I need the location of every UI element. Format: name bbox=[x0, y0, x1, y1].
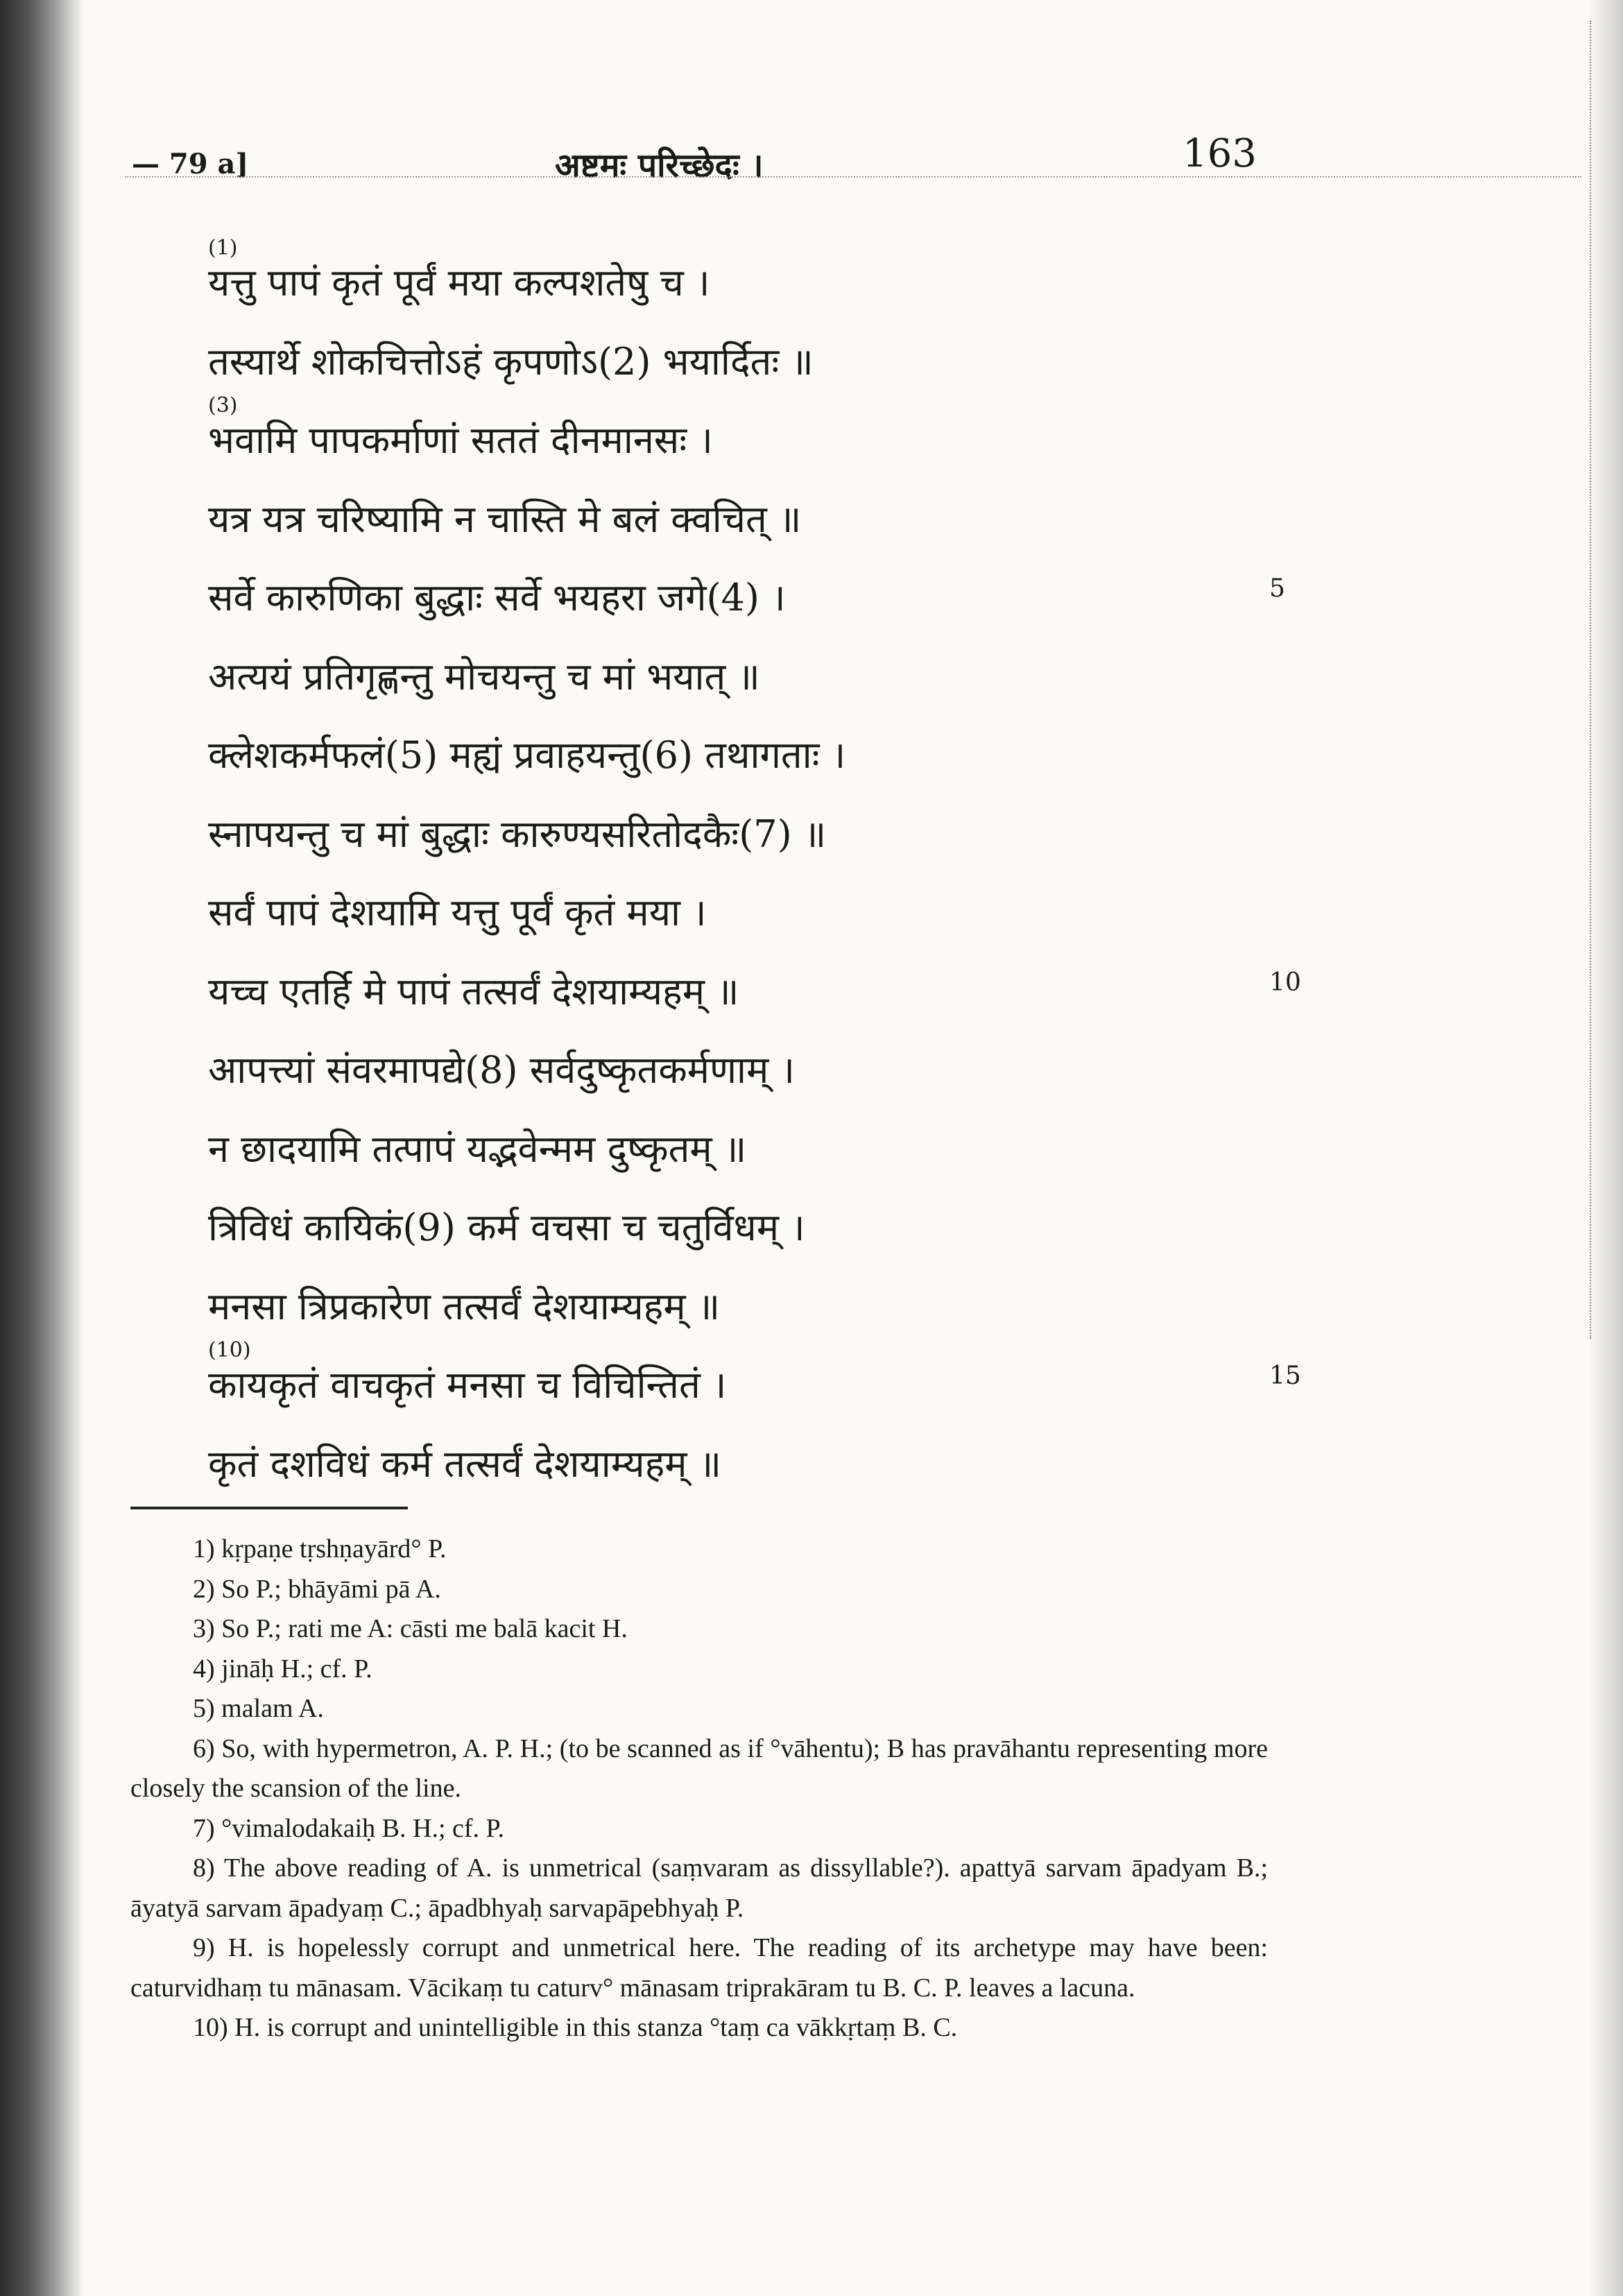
verse-text: स्नापयन्तु च मां बुद्धाः कारुण्यसरितोदकैः(7) ॥ bbox=[208, 812, 827, 856]
footnote-rule bbox=[130, 1507, 408, 1509]
footnote: 6) So, with hypermetron, A. P. H.; (to be scanned as if °vāhentu); B has pravāhantu representing more closely the scansion of the line. bbox=[130, 1733, 1268, 1803]
footnote: 10) H. is corrupt and unintelligible in this stanza °taṃ ca vākkṛtaṃ B. C. bbox=[193, 2013, 958, 2042]
verse-text: अत्ययं प्रतिगृह्णन्तु मोचयन्तु च मां भयात् ॥ bbox=[208, 654, 760, 699]
verse-text: कृतं दशविधं कर्म तत्सर्वं देशयाम्यहम् ॥ bbox=[208, 1441, 722, 1486]
verse-text: यच्च एतर्हि मे पापं तत्सर्वं देशयाम्यहम् ॥ bbox=[208, 969, 739, 1013]
verse-line bbox=[208, 1181, 1318, 1260]
verse-line bbox=[208, 1260, 1318, 1339]
line-number: 5 bbox=[1269, 574, 1285, 603]
verse-block bbox=[208, 236, 1318, 1496]
line-number: 15 bbox=[1269, 1362, 1301, 1390]
footnote: 8) The above reading of A. is unmetrical (saṃvaram as dissyllable?). apattyā sarvam āpadyam B.; āyatyā sarvam āpadyaṃ C.; āpadbhyaḥ sarvapāpebhyaḥ P. bbox=[130, 1853, 1268, 1923]
verse-line bbox=[208, 236, 1318, 315]
header-rule bbox=[125, 176, 1581, 178]
footnote: 1) kṛpaṇe tṛshṇayārd° P. bbox=[193, 1534, 447, 1563]
verse-text: आपत्त्यां संवरमापद्ये(8) सर्वदुष्कृतकर्मणाम् । bbox=[208, 1048, 795, 1092]
footnote: 4) jināḥ H.; cf. P. bbox=[193, 1654, 372, 1684]
scan-shadow-right bbox=[1588, 0, 1623, 2296]
verse-text: मनसा त्रिप्रकारेण तत्सर्वं देशयाम्यहम् ॥ bbox=[208, 1284, 721, 1328]
line-number: 10 bbox=[1269, 968, 1301, 997]
verse-line bbox=[208, 1023, 1318, 1102]
verse-text: क्लेशकर्मफलं(5) मह्यं प्रवाहयन्तु(6) तथागताः । bbox=[208, 733, 846, 777]
verse-text: यत्तु पापं कृतं पूर्वं मया कल्पशतेषु च । bbox=[208, 261, 710, 305]
footnote: 9) H. is hopelessly corrupt and unmetrical here. The reading of its archetype may have been: caturvidhaṃ tu mānasam. Vācikaṃ tu caturv° mānasam triprakāram tu B. C. P. leaves a lacuna. bbox=[130, 1933, 1268, 2003]
footnote: 2) So P.; bhāyāmi pā A. bbox=[193, 1574, 441, 1604]
verse-line bbox=[208, 551, 1318, 630]
verse-line bbox=[208, 393, 1318, 472]
verse-line bbox=[208, 866, 1318, 945]
verse-text: न छादयामि तत्पापं यद्भवेन्मम दुष्कृतम् ॥ bbox=[208, 1126, 747, 1171]
verse-text: भवामि पापकर्माणां सततं दीनमानसः । bbox=[208, 418, 713, 462]
verse-line bbox=[208, 1417, 1318, 1496]
footnotes bbox=[130, 1530, 1268, 2048]
page-edge-rule bbox=[1590, 21, 1592, 1339]
footnote-marker: (10) bbox=[208, 1338, 251, 1362]
verse-line bbox=[208, 630, 1318, 709]
verse-line bbox=[208, 945, 1318, 1024]
footnote: 3) So P.; rati me A: cāsti me balā kacit H. bbox=[193, 1614, 628, 1643]
verse-line bbox=[208, 787, 1318, 866]
verse-text: यत्र यत्र चरिष्यामि न चास्ति मे बलं क्वचित् ॥ bbox=[208, 497, 802, 541]
verse-line bbox=[208, 472, 1318, 551]
verse-text: सर्वे कारुणिका बुद्धाः सर्वे भयहरा जगे(4) । bbox=[208, 576, 786, 619]
footnote: 5) malam A. bbox=[193, 1694, 324, 1723]
verse-line bbox=[208, 1102, 1318, 1181]
verse-line bbox=[208, 315, 1318, 394]
scan-shadow-left bbox=[0, 0, 83, 2296]
verse-line bbox=[208, 1338, 1318, 1417]
chapter-title: अष्टमः परिच्छेदः । bbox=[555, 146, 764, 185]
page-number: 163 bbox=[1183, 131, 1257, 176]
running-head bbox=[0, 131, 1623, 185]
verse-text: तस्यार्थे शोकचित्तोऽहं कृपणोऽ(2) भयार्दितः ॥ bbox=[208, 339, 814, 384]
verse-text: कायकृतं वाचकृतं मनसा च विचिन्तितं । bbox=[208, 1363, 727, 1407]
footnote-marker: (3) bbox=[208, 393, 238, 418]
verse-text: त्रिविधं कायिकं(9) कर्म वचसा च चतुर्विधम् । bbox=[208, 1206, 805, 1249]
verse-line bbox=[208, 708, 1318, 787]
footnote: 7) °vimalodakaiḥ B. H.; cf. P. bbox=[193, 1813, 504, 1843]
verse-text: सर्वं पापं देशयामि यत्तु पूर्वं कृतं मया । bbox=[208, 891, 707, 934]
footnote-marker: (1) bbox=[208, 236, 238, 260]
folio-reference: — 79 a] bbox=[132, 148, 249, 180]
